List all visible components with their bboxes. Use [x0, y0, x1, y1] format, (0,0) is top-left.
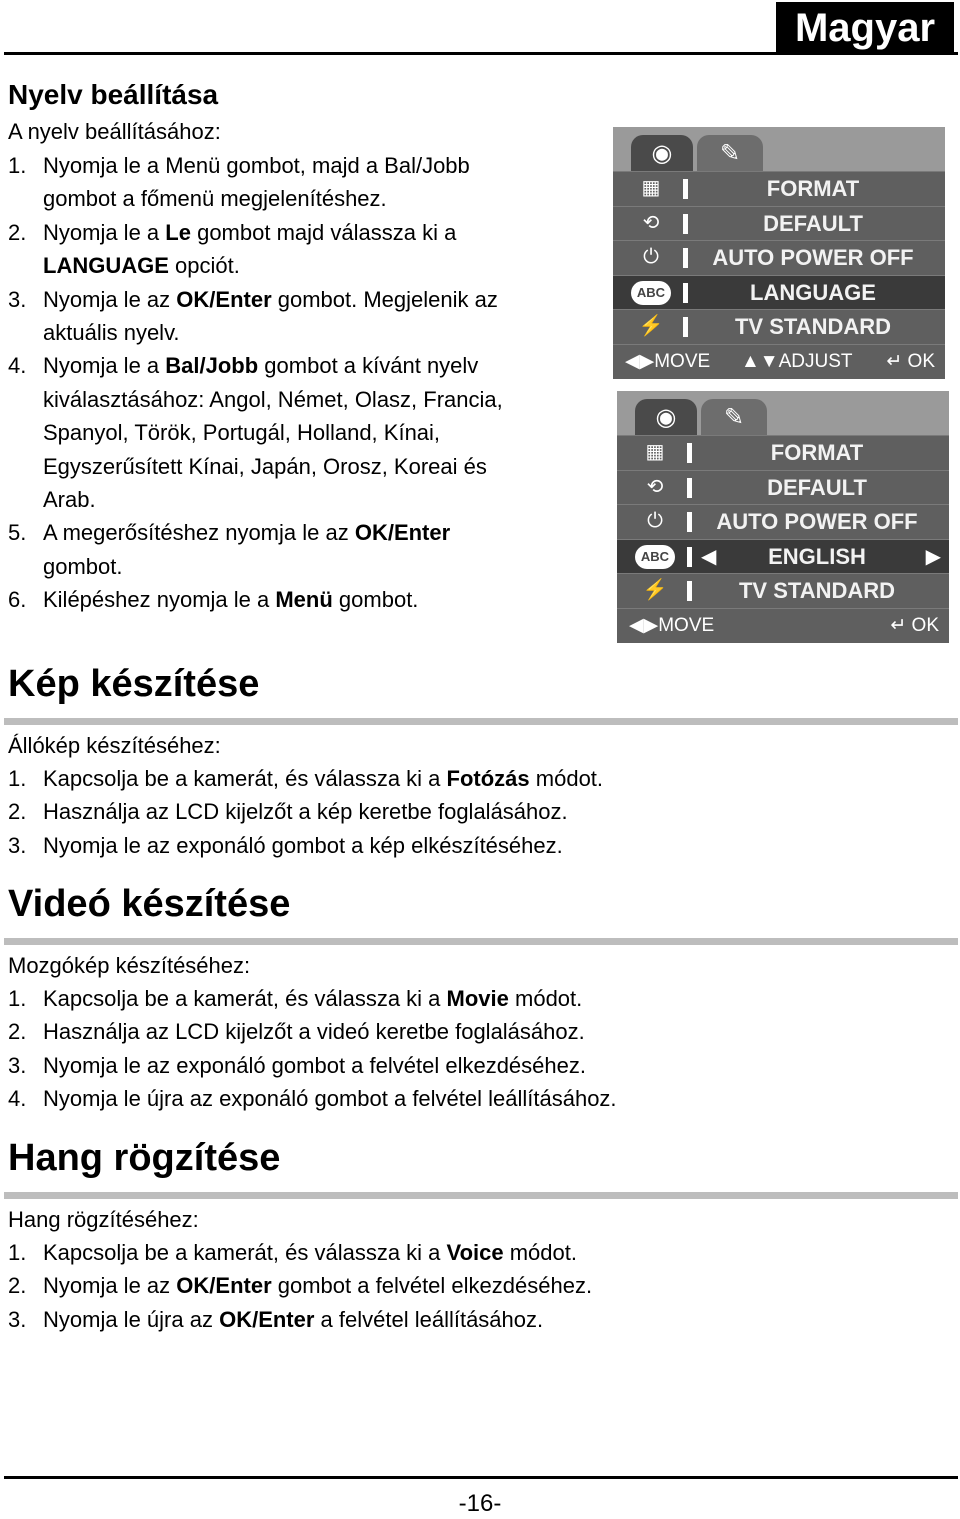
menu-item-label: LANGUAGE [750, 279, 876, 305]
step-text [43, 149, 470, 216]
step-text [43, 762, 603, 795]
step-item [8, 1049, 617, 1082]
step-item [8, 583, 503, 616]
step-segment: opciót. [168, 253, 240, 279]
step-item [8, 149, 503, 216]
section-rule-voice [4, 1192, 958, 1199]
tv-icon: ⚡ [642, 579, 668, 602]
format-icon: ▦ [641, 177, 661, 199]
step-line [43, 583, 418, 616]
menu-separator [687, 581, 692, 601]
section-title-photo: Kép készítése [8, 663, 260, 705]
camera-menu-language [613, 127, 945, 379]
step-number: 3. [8, 1306, 27, 1332]
step-segment: Kapcsolja be a kamerát, és válassza ki a [43, 986, 447, 1011]
menu-separator [683, 179, 688, 199]
camera-icon: ◉ [651, 140, 673, 167]
step-segment: gombot a felvétel elkezdéséhez. [271, 1273, 593, 1299]
step-line [43, 316, 498, 349]
step-line [43, 149, 470, 182]
step-item [8, 1269, 592, 1302]
step-text [43, 795, 568, 828]
step-line [43, 216, 456, 249]
step-segment: Nyomja le újra az [43, 1306, 220, 1332]
default-icon: ⟲ [642, 211, 660, 234]
power-icon: ⏻ [643, 246, 659, 269]
step-number: 4. [8, 1086, 27, 1112]
menu-tabs [617, 391, 949, 435]
step-text [43, 349, 503, 516]
step-number: 1. [8, 986, 27, 1011]
step-text [43, 216, 456, 283]
step-line [43, 762, 603, 795]
step-emphasis: Movie [446, 986, 509, 1011]
step-line [43, 1015, 585, 1048]
step-segment: gombot. Megjelenik az [271, 286, 498, 312]
step-segment: gombot a kívánt nyelv [258, 353, 479, 379]
menu-item-format[interactable] [613, 171, 945, 206]
step-item [8, 1236, 592, 1269]
page-number: -16- [458, 1490, 502, 1517]
step-emphasis: Le [165, 219, 191, 245]
step-segment: gombot a főmenü megjelenítéshez. [43, 186, 387, 212]
step-text [43, 1082, 617, 1115]
move-hint: ◀▶MOVE [629, 614, 715, 636]
step-emphasis: Voice [446, 1240, 504, 1265]
step-item [8, 829, 603, 862]
menu-footer [613, 344, 945, 379]
step-segment: Nyomja le az [43, 286, 177, 312]
step-number: 4. [8, 353, 27, 379]
step-number: 1. [8, 1240, 27, 1265]
step-emphasis: OK/Enter [176, 1273, 272, 1299]
menu-separator [687, 478, 692, 498]
language-icon: ABC [635, 545, 675, 569]
step-segment: Nyomja le az [43, 1273, 177, 1299]
step-segment: gombot majd válassza ki a [190, 219, 457, 245]
step-line [43, 249, 456, 282]
step-item [8, 283, 503, 350]
camera-tab [631, 135, 693, 171]
step-emphasis: OK/Enter [176, 286, 272, 312]
step-segment: módot. [503, 1240, 577, 1265]
step-segment: Nyomja le újra az exponáló gombot a felvétel leállításához. [43, 1086, 617, 1112]
menu-item-tv-standard[interactable] [613, 309, 945, 344]
step-emphasis: Menü [275, 587, 333, 613]
step-segment: módot. [508, 986, 583, 1011]
step-text [43, 1049, 586, 1082]
ok-hint: ↵ OK [886, 350, 935, 372]
step-item [8, 516, 503, 583]
wrench-icon: ✎ [723, 404, 745, 431]
step-number: 2. [8, 1019, 27, 1045]
step-text [43, 583, 418, 616]
step-text [43, 1236, 577, 1269]
arrow-right-icon[interactable]: ▶ [925, 545, 941, 568]
step-segment: Használja az LCD kijelzőt a kép keretbe foglalásához. [43, 799, 568, 825]
step-line [43, 1236, 577, 1269]
step-segment: A megerősítéshez nyomja le az [43, 520, 355, 546]
step-emphasis: OK/Enter [219, 1306, 315, 1332]
steps-video [8, 982, 617, 1116]
step-segment: Arab. [43, 487, 96, 513]
ok-hint: ↵ OK [890, 614, 939, 636]
menu-separator [683, 248, 688, 268]
menu-item-label: TV STANDARD [738, 578, 896, 604]
step-item [8, 1082, 617, 1115]
menu-item-label: AUTO POWER OFF [716, 509, 918, 535]
tv-icon: ⚡ [638, 315, 664, 338]
step-segment: gombot. [332, 587, 419, 613]
menu-separator [687, 443, 692, 463]
page-header [0, 0, 960, 60]
step-line [43, 1303, 543, 1336]
arrow-left-icon[interactable]: ◀ [701, 545, 717, 568]
step-line [43, 349, 503, 382]
format-icon: ▦ [645, 441, 665, 463]
section-rule-photo [4, 718, 958, 725]
step-item [8, 795, 603, 828]
step-segment: Nyomja le a [43, 219, 166, 245]
steps-voice [8, 1236, 592, 1336]
menu-item-label: DEFAULT [763, 210, 863, 236]
steps-language [8, 149, 503, 617]
step-emphasis: Bal/Jobb [165, 353, 259, 379]
step-number: 3. [8, 286, 27, 312]
menu-item-english[interactable] [617, 539, 949, 574]
footer-rule [4, 1476, 958, 1479]
menu-item-default[interactable] [613, 206, 945, 241]
step-number: 2. [8, 799, 27, 825]
settings-tab [701, 399, 767, 435]
step-line [43, 283, 498, 316]
step-item [8, 349, 503, 516]
step-line [43, 829, 563, 862]
section-intro-video: Mozgókép készítéséhez: [8, 953, 251, 978]
settings-tab [697, 135, 763, 171]
step-line [43, 1269, 592, 1302]
step-number: 3. [8, 832, 27, 858]
menu-item-format[interactable] [617, 435, 949, 470]
step-segment: kiválasztásához: Angol, Német, Olasz, Francia, [43, 386, 503, 412]
default-icon: ⟲ [646, 475, 664, 498]
adjust-hint: ▲▼ADJUST [741, 350, 853, 372]
step-line [43, 483, 503, 516]
step-number: 6. [8, 587, 27, 613]
step-segment: Nyomja le az exponáló gombot a kép elkészítéséhez. [43, 832, 563, 858]
step-line [43, 550, 450, 583]
menu-item-default[interactable] [617, 470, 949, 505]
step-line [43, 1049, 586, 1082]
step-number: 5. [8, 520, 27, 546]
menu-separator [687, 512, 692, 532]
menu-item-language[interactable] [613, 275, 945, 310]
step-number: 3. [8, 1052, 27, 1078]
step-text [43, 1269, 592, 1302]
step-text [43, 516, 450, 583]
section-title-video: Videó készítése [8, 883, 291, 925]
menu-separator [683, 214, 688, 234]
menu-item-label: ENGLISH [768, 543, 866, 569]
step-line [43, 383, 503, 416]
step-segment: Nyomja le a [43, 353, 166, 379]
step-text [43, 829, 563, 862]
step-item [8, 982, 617, 1015]
step-number: 1. [8, 766, 27, 791]
menu-item-auto-power-off[interactable] [613, 240, 945, 275]
step-text [43, 982, 582, 1015]
step-segment: Nyomja le a Menü gombot, majd a Bal/Jobb [43, 153, 470, 178]
menu-item-label: AUTO POWER OFF [712, 245, 914, 271]
step-line [43, 795, 568, 828]
step-item [8, 1303, 592, 1336]
step-segment: Kilépéshez nyomja le a [43, 587, 276, 613]
wrench-icon: ✎ [719, 140, 741, 167]
menu-item-label: TV STANDARD [734, 314, 892, 340]
step-line [43, 416, 503, 449]
step-item [8, 216, 503, 283]
step-line [43, 182, 470, 215]
step-text [43, 1303, 543, 1336]
step-line [43, 450, 503, 483]
step-segment: Spanyol, Török, Portugál, Holland, Kínai, [43, 420, 441, 446]
step-line [43, 516, 450, 549]
language-icon: ABC [631, 281, 671, 305]
step-number: 2. [8, 1273, 27, 1299]
menu-separator [687, 547, 692, 567]
step-segment: Egyszerűsített Kínai, Japán, Orosz, Koreai és [43, 453, 487, 479]
menu-separator [683, 283, 688, 303]
section-intro-voice: Hang rögzítéséhez: [8, 1207, 199, 1232]
menu-tabs [613, 127, 945, 171]
steps-photo [8, 762, 603, 862]
step-segment: módot. [529, 766, 604, 791]
step-segment: Kapcsolja be a kamerát, és válassza ki a [43, 1240, 447, 1265]
section-intro-photo: Állókép készítéséhez: [8, 733, 221, 758]
header-rule [4, 52, 958, 55]
step-emphasis: LANGUAGE [43, 253, 169, 279]
step-item [8, 1015, 617, 1048]
step-text [43, 1015, 585, 1048]
menu-item-label: FORMAT [770, 440, 864, 465]
step-segment: gombot. [43, 553, 123, 579]
step-emphasis: Fotózás [446, 766, 530, 791]
camera-tab [635, 399, 697, 435]
camera-icon: ◉ [655, 404, 677, 431]
step-number: 1. [8, 153, 27, 178]
menu-rows [617, 435, 949, 608]
section-title-voice: Hang rögzítése [8, 1137, 281, 1179]
step-line [43, 1082, 617, 1115]
step-segment: Kapcsolja be a kamerát, és válassza ki a [43, 766, 447, 791]
step-segment: Használja az LCD kijelzőt a videó keretbe foglalásához. [43, 1019, 585, 1045]
menu-rows [613, 171, 945, 344]
section-title-language: Nyelv beállítása [8, 79, 219, 110]
step-text [43, 283, 498, 350]
step-emphasis: OK/Enter [354, 520, 451, 546]
menu-footer [617, 608, 949, 643]
section-rule-video [4, 938, 958, 945]
section-intro-language: A nyelv beállításához: [8, 119, 221, 144]
move-hint: ◀▶MOVE [625, 350, 711, 372]
step-segment: a felvétel leállításához. [314, 1306, 544, 1332]
camera-menu-english [617, 391, 949, 643]
step-segment: Nyomja le az exponáló gombot a felvétel elkezdéséhez. [43, 1052, 586, 1078]
menu-item-label: FORMAT [766, 176, 860, 201]
menu-item-label: DEFAULT [767, 474, 867, 500]
step-line [43, 982, 582, 1015]
menu-item-auto-power-off[interactable] [617, 504, 949, 539]
step-segment: aktuális nyelv. [43, 320, 180, 346]
menu-item-tv-standard[interactable] [617, 573, 949, 608]
menu-separator [683, 317, 688, 337]
power-icon: ⏻ [647, 510, 663, 533]
language-tab: Magyar [776, 2, 954, 52]
step-item [8, 762, 603, 795]
step-number: 2. [8, 219, 27, 245]
